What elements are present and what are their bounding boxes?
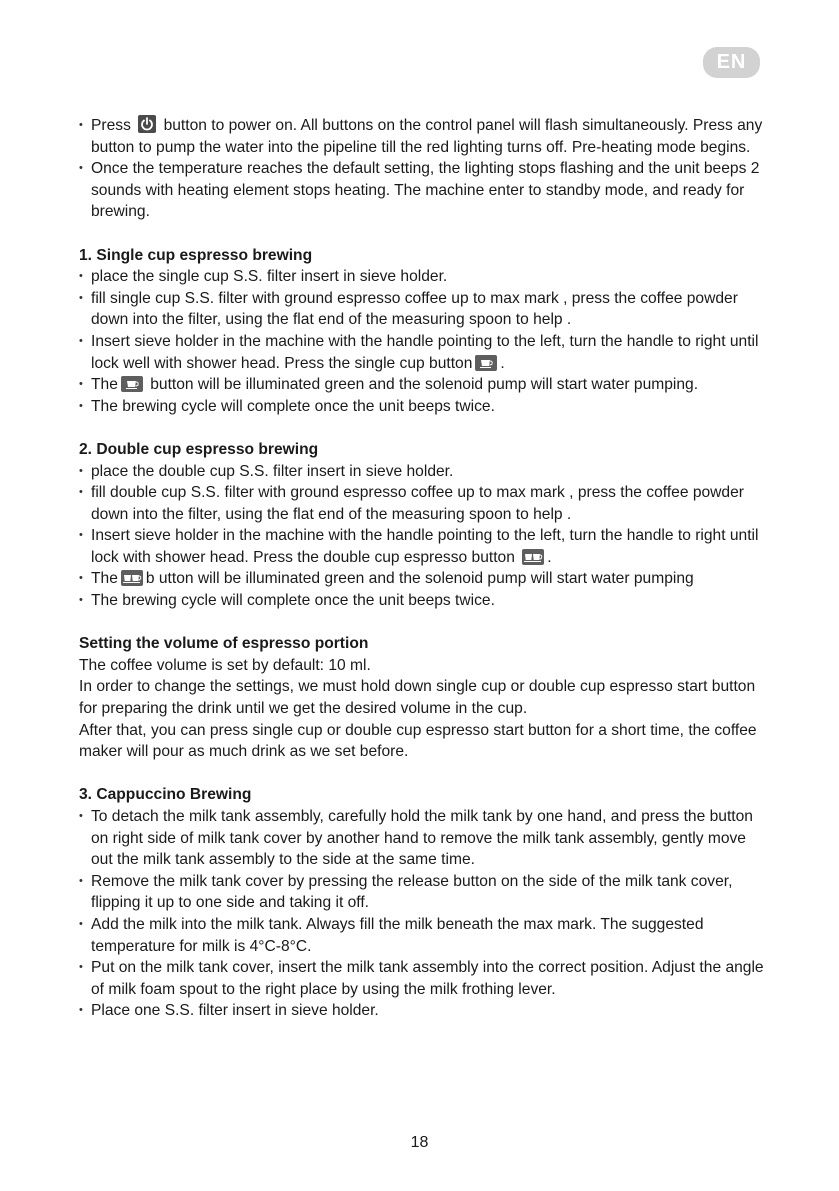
double-cup-icon <box>121 570 143 586</box>
manual-content <box>79 115 769 1022</box>
list-item-text-before: Press <box>91 117 131 134</box>
list-item-text-before: The <box>91 570 118 588</box>
section-title-cappuccino: 3. Cappuccino Brewing <box>79 786 252 804</box>
list-item: • fill single cup S.S. filter with ground espresso coffee up to max mark , press the coffee powder down into the filter, using the flat end of the measuring spoon to help . <box>79 288 769 331</box>
volume-paragraph: After that, you can press single cup or double cup espresso start button for a short time, the coffee maker will pour as much drink as we set before. <box>79 721 757 761</box>
single-cup-icon <box>121 376 143 392</box>
list-item <box>79 331 769 374</box>
list-item: • Remove the milk tank cover by pressing the release button on the side of the milk tank cover, flipping it up to one side and taking it off. <box>79 871 769 914</box>
cappuccino-list <box>79 806 769 1022</box>
list-item: • Add the milk into the milk tank. Always fill the milk beneath the max mark. The suggested temperature for milk is 4°C-8°C. <box>79 914 769 957</box>
list-item <box>79 568 769 590</box>
list-item: • Once the temperature reaches the default setting, the lighting stops flashing and the unit beeps 2 sounds with heating element stops heating. The machine enter to standby mode, and ready for brewing. <box>79 158 769 223</box>
volume-paragraph: In order to change the settings, we must hold down single cup or double cup espresso start button for preparing the drink until we get the desired volume in the cup. <box>79 678 756 718</box>
list-item-text-after: b utton will be illuminated green and the solenoid pump will start water pumping <box>145 570 694 588</box>
section-title-single-cup: 1. Single cup espresso brewing <box>79 246 313 264</box>
page-number: 18 <box>410 1134 429 1151</box>
list-item <box>79 115 769 158</box>
single-cup-list <box>79 266 769 417</box>
double-cup-icon <box>522 549 544 565</box>
section-title-double-cup: 2. Double cup espresso brewing <box>79 440 319 458</box>
language-badge: EN <box>703 47 760 78</box>
power-icon <box>138 115 156 133</box>
list-item-text-after: . <box>500 354 505 372</box>
section-title-volume: Setting the volume of espresso portion <box>79 635 369 653</box>
list-item: • fill double cup S.S. filter with ground espresso coffee up to max mark , press the coffee powder down into the filter, using the flat end of the measuring spoon to help . <box>79 482 769 525</box>
list-item <box>79 374 769 396</box>
list-item: • The brewing cycle will complete once the unit beeps twice. <box>79 590 769 612</box>
list-item-text-before: Insert sieve holder in the machine with the handle pointing to the left, turn the handle to right until lock with shower head. Press the double cup espresso button <box>91 527 759 566</box>
single-cup-icon <box>475 355 497 371</box>
list-item-text-after: button will be illuminated green and the solenoid pump will start water pumping. <box>150 376 699 394</box>
double-cup-list <box>79 461 769 612</box>
list-item-text-before: Insert sieve holder in the machine with the handle pointing to the left, turn the handle to right until lock well with shower head. Press the single cup button <box>91 332 759 372</box>
list-item-text-after: . <box>547 548 552 566</box>
intro-list <box>79 115 769 223</box>
list-item: • To detach the milk tank assembly, carefully hold the milk tank by one hand, and press the button on right side of milk tank cover by another hand to remove the milk tank assembly, gently move out the milk tank assembly to the side at the same time. <box>79 806 769 871</box>
list-item: • place the single cup S.S. filter insert in sieve holder. <box>79 266 769 288</box>
list-item-text-before: The <box>91 376 118 394</box>
volume-paragraph: The coffee volume is set by default: 10 ml. <box>79 656 371 674</box>
list-item-text-after: button to power on. All buttons on the control panel will flash simultaneously. Press any button to pump the water into the pipeline till the red lighting turns off. Pre-heating mode begins. <box>91 117 763 156</box>
list-item: • Place one S.S. filter insert in sieve holder. <box>79 1000 769 1022</box>
list-item <box>79 525 769 568</box>
list-item: • The brewing cycle will complete once the unit beeps twice. <box>79 396 769 418</box>
list-item: • place the double cup S.S. filter insert in sieve holder. <box>79 461 769 483</box>
list-item: • Put on the milk tank cover, insert the milk tank assembly into the correct position. Adjust the angle of milk foam spout to the right place by using the milk frothing lever. <box>79 957 769 1000</box>
